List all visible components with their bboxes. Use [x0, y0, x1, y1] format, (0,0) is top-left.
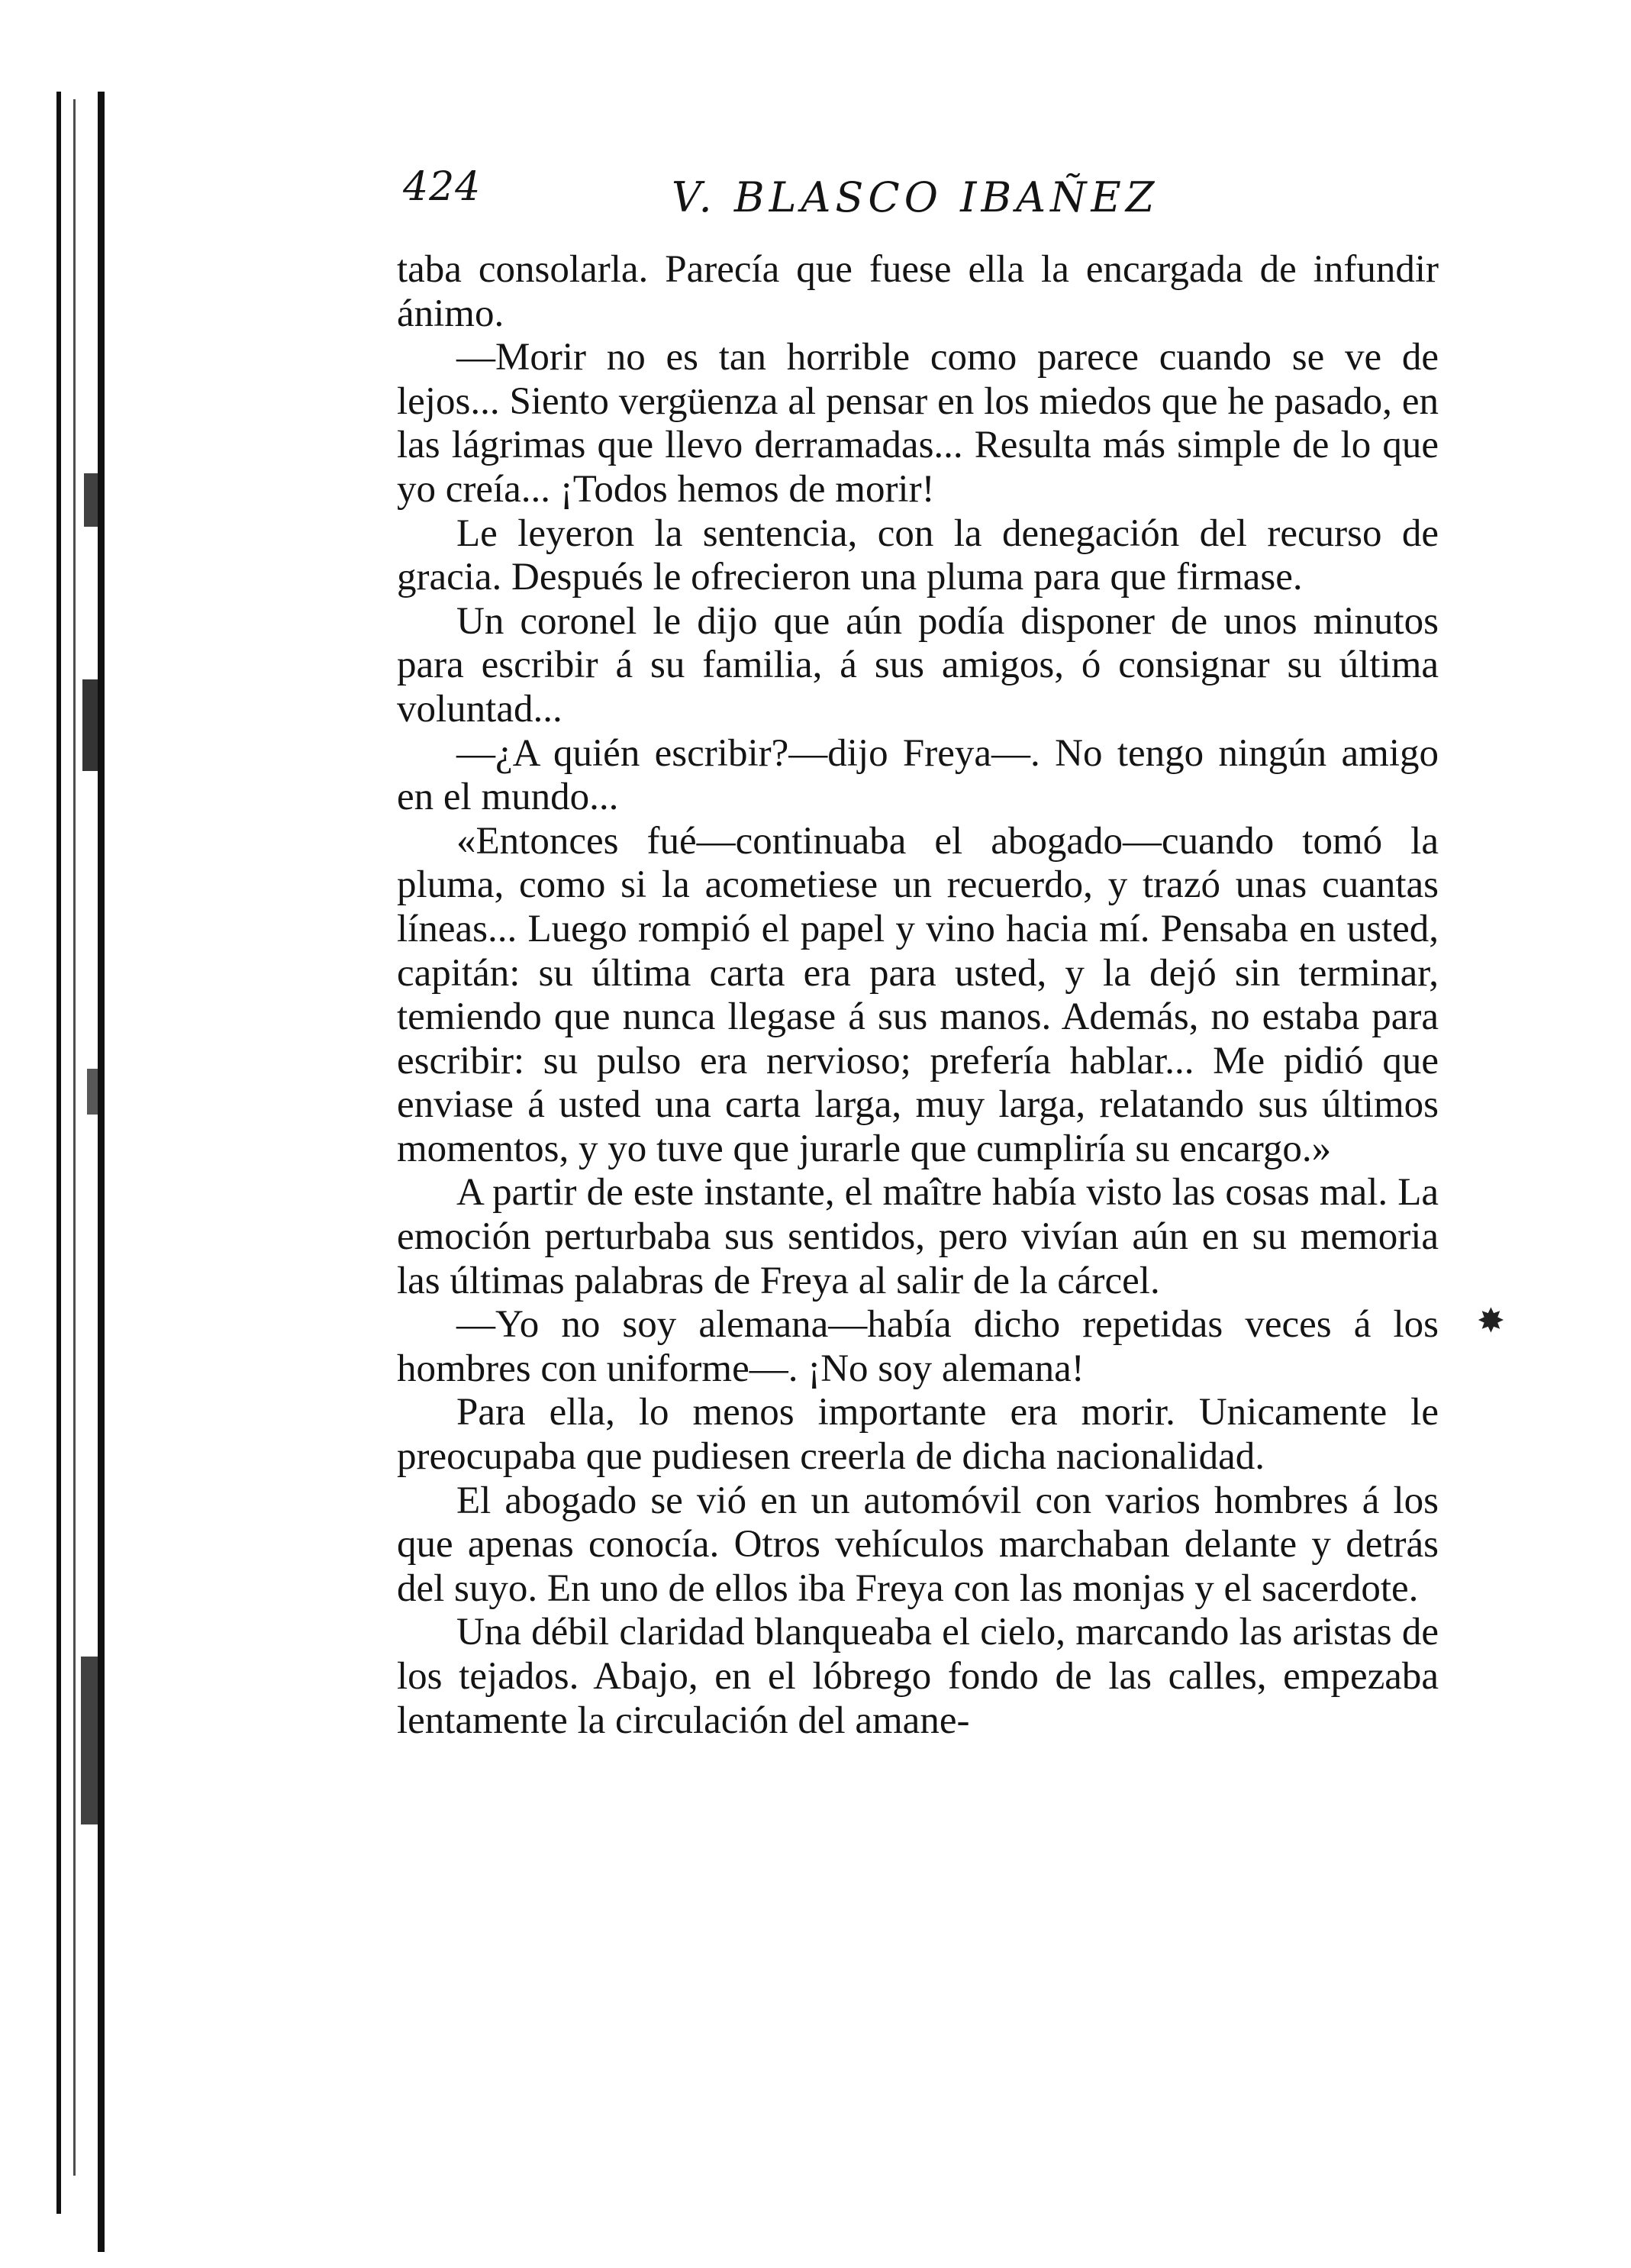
paragraph: taba consolarla. Parecía que fuese ella la encargada de infundir ánimo.: [397, 248, 1439, 335]
paragraph: A partir de este instante, el maître había visto las cosas mal. La emoción perturbaba sus sentidos, pero vivían aún en su memoria las últimas palabras de Freya al salir de la cárcel.: [397, 1171, 1439, 1302]
paragraph: Una débil claridad blanqueaba el cielo, marcando las aristas de los tejados. Abajo, en el lóbrego fondo de las calles, empezaba lentamente la circulación del amane-: [397, 1611, 1439, 1742]
body-text: [397, 248, 1439, 1743]
paragraph: Un coronel le dijo que aún podía disponer de unos minutos para escribir á su familia, á sus amigos, ó consignar su última voluntad...: [397, 599, 1439, 731]
page-header: [397, 164, 1439, 240]
paragraph: —Yo no soy alemana—había dicho repetidas veces á los hombres con uniforme—. ¡No soy alemana!: [397, 1303, 1439, 1390]
ink-blot-icon: ✸: [1477, 1302, 1505, 1340]
paragraph: «Entonces fué—continuaba el abogado—cuando tomó la pluma, como si la acometiese un recuerdo, y trazó unas cuantas líneas... Luego rompió el papel y vino hacia mí. Pensaba en usted, capitán: su última carta era para usted, y la dejó sin terminar, temiendo que nunca llegase á sus manos. Además, no estaba para escribir: su pulso era nervioso; prefería hablar... Me pidió que enviase á usted una carta larga, muy larga, relatando sus últimos momentos, y yo tuve que jurarle que cumpliría su encargo.»: [397, 819, 1439, 1170]
paragraph: Para ella, lo menos importante era morir. Unicamente le preocupaba que pudiesen creerla de dicha nacionalidad.: [397, 1391, 1439, 1479]
paragraph: —Morir no es tan horrible como parece cuando se ve de lejos... Siento vergüenza al pensar en los miedos que he pasado, en las lágrimas que llevo derramadas... Resulta más simple de lo que yo creía... ¡Todos hemos de morir!: [397, 336, 1439, 511]
binding-edge: [53, 92, 122, 2252]
running-title: V. BLASCO IBAÑEZ: [672, 173, 1159, 221]
paragraph: —¿A quién escribir?—dijo Freya—. No tengo ningún amigo en el mundo...: [397, 731, 1439, 819]
book-page: [397, 164, 1439, 1743]
page-number: 424: [403, 164, 482, 210]
paragraph: El abogado se vió en un automóvil con varios hombres á los que apenas conocía. Otros vehículos marchaban delante y detrás del suyo. En uno de ellos iba Freya con las monjas y el sacerdote.: [397, 1479, 1439, 1610]
paragraph: Le leyeron la sentencia, con la denegación del recurso de gracia. Después le ofrecieron una pluma para que firmase.: [397, 511, 1439, 599]
